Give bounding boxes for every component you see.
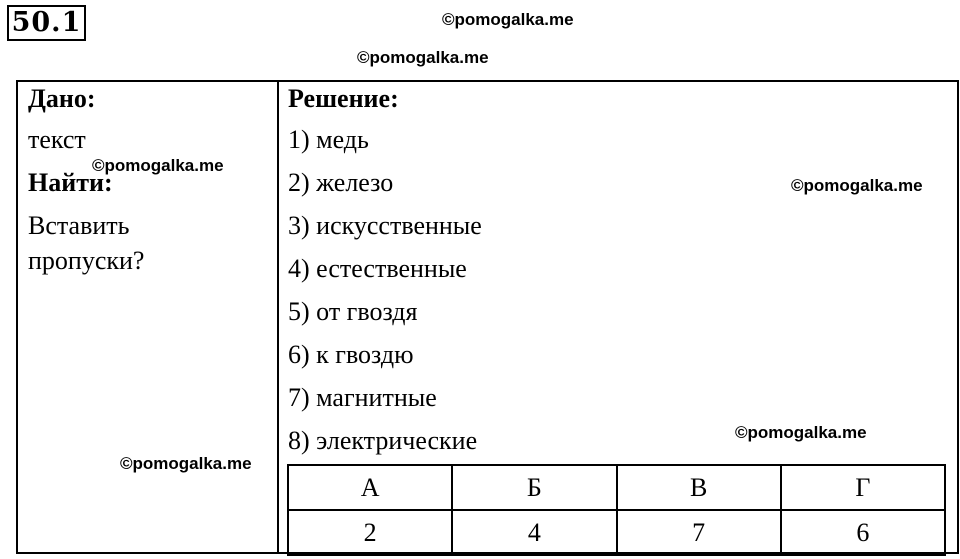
given-value: текст bbox=[28, 125, 86, 154]
answer-letter: Г bbox=[781, 465, 945, 510]
solution-item: 7) магнитные bbox=[288, 383, 437, 412]
solution-heading: Решение: bbox=[288, 84, 399, 113]
solution-item: 3) искусственные bbox=[288, 211, 482, 240]
column-divider bbox=[277, 80, 279, 554]
find-line-1: Вставить bbox=[28, 211, 130, 240]
solution-item: 4) естественные bbox=[288, 254, 467, 283]
answer-number: 7 bbox=[617, 510, 781, 555]
watermark: ©pomogalka.me bbox=[735, 423, 867, 442]
answer-number: 2 bbox=[288, 510, 452, 555]
solution-item: 6) к гвоздю bbox=[288, 340, 414, 369]
solution-item: 5) от гвоздя bbox=[288, 297, 418, 326]
solution-item: 8) электрические bbox=[288, 426, 478, 455]
watermark: ©pomogalka.me bbox=[120, 454, 252, 473]
answer-letter: А bbox=[288, 465, 452, 510]
problem-number: 50.1 bbox=[7, 5, 86, 41]
find-heading: Найти: bbox=[28, 168, 113, 197]
answer-table bbox=[287, 464, 946, 556]
table-row bbox=[288, 510, 945, 555]
answer-number: 4 bbox=[452, 510, 616, 555]
answer-letter: Б bbox=[452, 465, 616, 510]
watermark: ©pomogalka.me bbox=[92, 156, 224, 175]
watermark: ©pomogalka.me bbox=[442, 10, 574, 29]
answer-letter: В bbox=[617, 465, 781, 510]
solution-item: 2) железо bbox=[288, 168, 394, 197]
table-row bbox=[288, 465, 945, 510]
answer-number: 6 bbox=[781, 510, 945, 555]
find-line-2: пропуски? bbox=[28, 246, 145, 275]
watermark: ©pomogalka.me bbox=[791, 176, 923, 195]
watermark: ©pomogalka.me bbox=[357, 48, 489, 67]
solution-item: 1) медь bbox=[288, 125, 369, 154]
given-heading: Дано: bbox=[28, 84, 96, 113]
